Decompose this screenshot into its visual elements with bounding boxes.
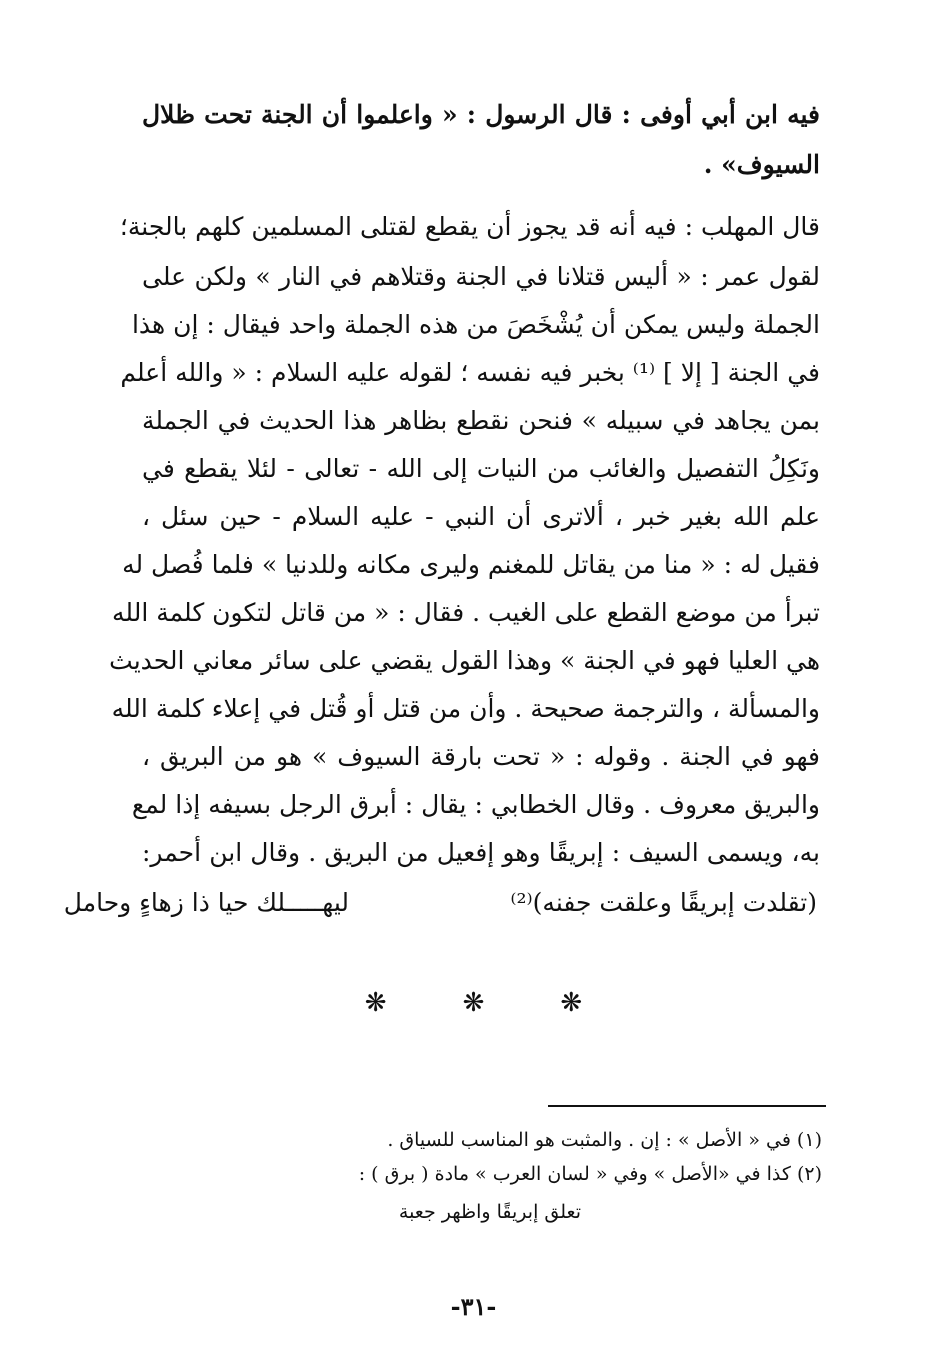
section-divider xyxy=(0,988,947,1018)
text-line-3: قال المهلب : فيه أنه قد يجوز أن يقطع لقتلى المسلمين كلهم بالجنة؛ xyxy=(119,212,820,241)
text-line-14: فهو في الجنة . وقوله : « تحت بارقة السيوف » هو من البريق ، xyxy=(142,742,820,771)
footnote-2-verse: تعلق إبريقًا واظهر جعبة xyxy=(398,1201,581,1223)
text-line-15: والبريق معروف . وقال الخطابي : يقال : أبرق الرجل بسيفه إذا لمع xyxy=(131,790,820,819)
verse-hemistich-left: ليهـــــلك حيا ذا زهاءٍ وحامل xyxy=(63,888,349,917)
footnote-1: (١) في « الأصل » : إن . والمثبت هو المناسب للسياق . xyxy=(387,1129,822,1151)
text-line-2: السيوف» . xyxy=(703,150,820,179)
page-number: -٣١- xyxy=(450,1292,497,1321)
text-line-16: به، ويسمى السيف : إبريقًا وهو إفعيل من البريق . وقال ابن أحمر: xyxy=(142,838,820,867)
asterism-icon: ❋ xyxy=(462,988,485,1018)
verse-hemistich-right: (تقلدت إبريقًا وعلقت جفنه)⁽²⁾ xyxy=(510,888,817,917)
asterism-icon: ❋ xyxy=(560,988,583,1018)
text-line-7: بمن يجاهد في سبيله » فنحن نقطع بظاهر هذا الحديث في الجملة xyxy=(142,406,820,435)
text-line-4: لقول عمر : « أليس قتلانا في الجنة وقتلاهم في النار » ولكن على xyxy=(142,262,820,291)
asterism-icon: ❋ xyxy=(364,988,387,1018)
footnote-2: (٢) كذا في «الأصل » وفي « لسان العرب » مادة ( برق ) : xyxy=(358,1163,822,1185)
text-line-10: فقيل له : « منا من يقاتل للمغنم وليرى مكانه وللدنيا » فلما فُصل له xyxy=(122,550,820,579)
text-line-9: علم الله بغير خبر ، ألاترى أن النبي - عليه السلام - حين سئل ، xyxy=(142,502,820,531)
text-line-8: ونَكِلُ التفصيل والغائب من النيات إلى الله - تعالى - لئلا يقطع في xyxy=(142,454,820,483)
text-line-5: الجملة وليس يمكن أن يُشْخَصَ من هذه الجملة واحد فيقال : إن هذا xyxy=(131,310,820,339)
text-line-13: والمسألة ، والترجمة صحيحة . وأن من قتل أو قُتل في إعلاء كلمة الله xyxy=(111,694,820,723)
text-line-6: في الجنة [ إلا ] ⁽¹⁾ بخبر فيه نفسه ؛ لقوله عليه السلام : « والله أعلم xyxy=(120,358,820,387)
text-line-1: فيه ابن أبي أوفى : قال الرسول : « واعلموا أن الجنة تحت ظلال xyxy=(142,100,820,129)
footnote-rule xyxy=(548,1105,826,1107)
text-line-11: تبرأ من موضع القطع على الغيب . فقال : « من قاتل لتكون كلمة الله xyxy=(112,598,820,627)
text-line-12: هي العليا فهو في الجنة » وهذا القول يقضي على سائر معاني الحديث xyxy=(109,646,820,675)
